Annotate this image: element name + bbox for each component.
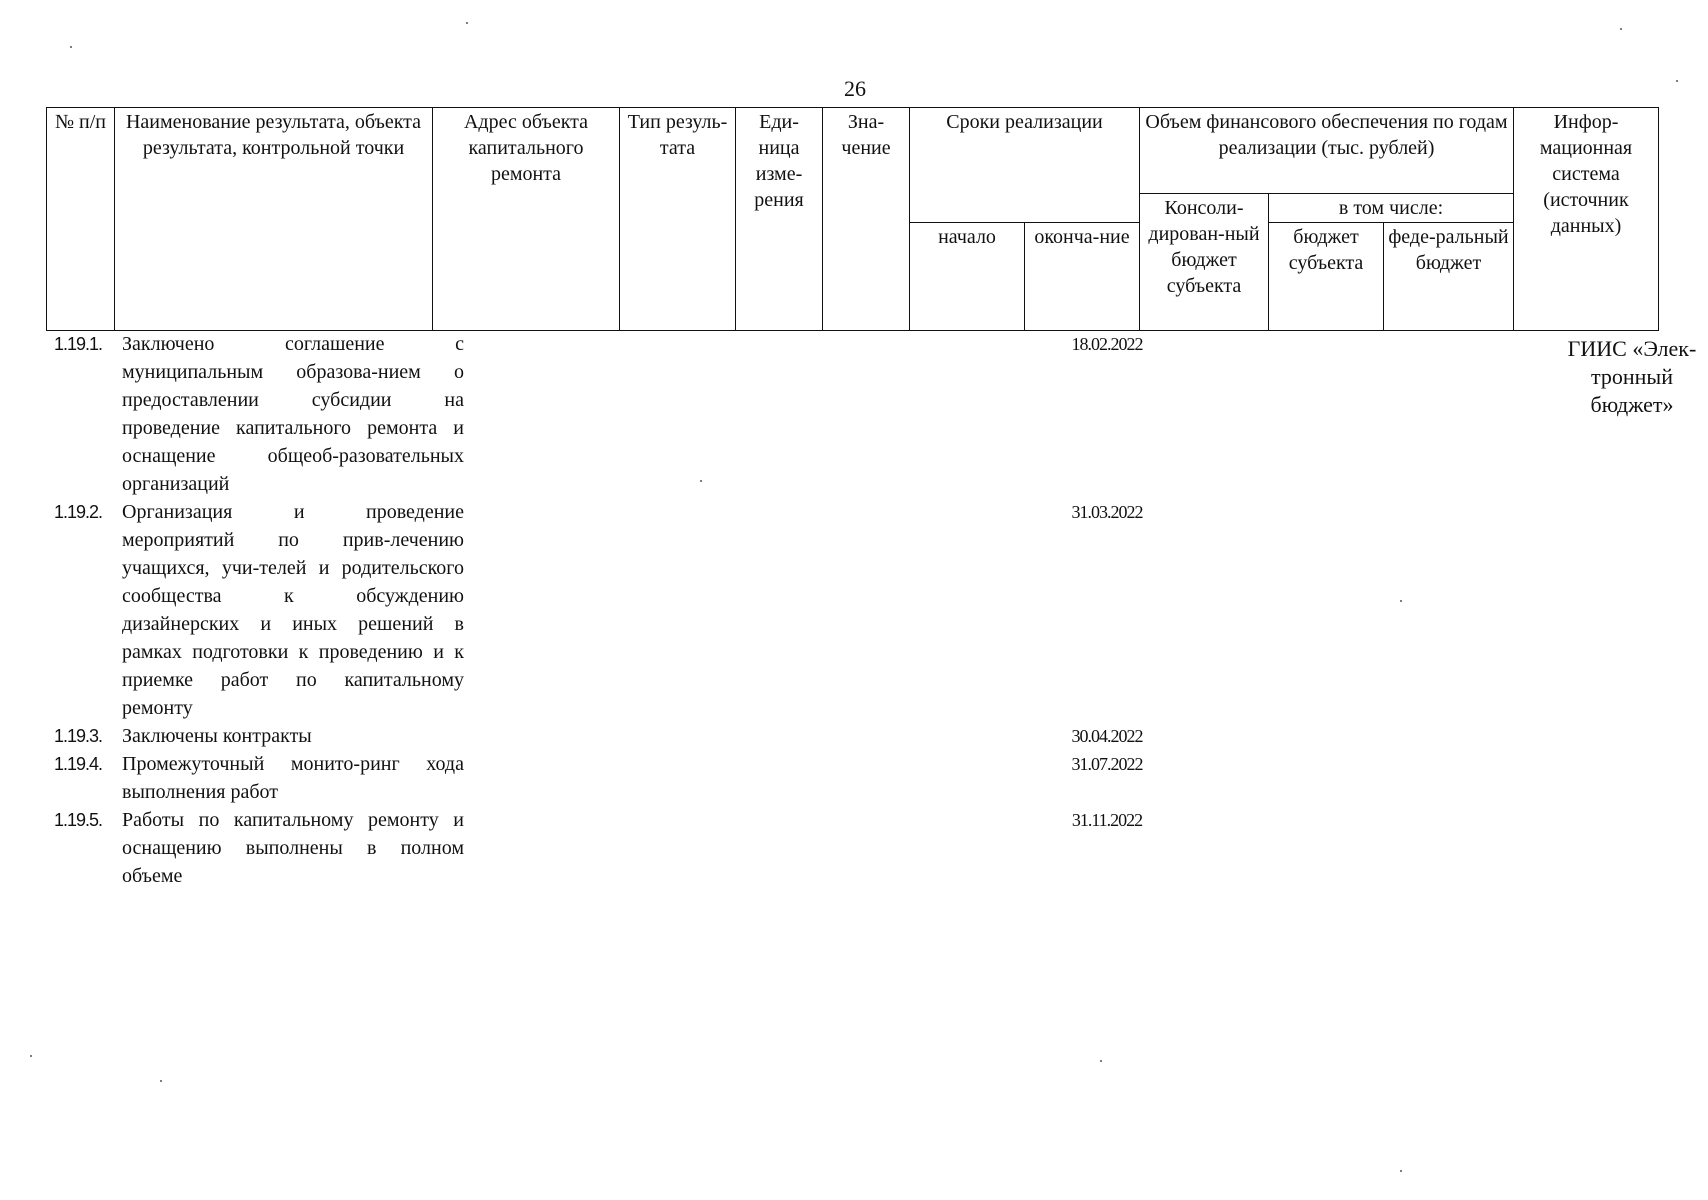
- row-name: Заключены контракты: [122, 725, 312, 747]
- header-consolidated: Консоли-дирован-ный бюджет субъекта: [1140, 194, 1269, 331]
- scan-speck: [1400, 1170, 1402, 1172]
- scan-speck: [466, 22, 468, 24]
- header-info-system: Инфор-мационная система (источник данных): [1514, 108, 1659, 331]
- scan-speck: [70, 46, 72, 48]
- header-finance: Объем финансового обеспечения по годам реализации (тыс. рублей): [1140, 108, 1514, 194]
- table-row: [46, 498, 1658, 722]
- header-type: Тип резуль-тата: [620, 108, 736, 331]
- header-unit: Еди-ница изме-рения: [736, 108, 823, 331]
- row-end-date: 30.04.2022: [1071, 726, 1143, 746]
- row-end-date: 18.02.2022: [1071, 334, 1143, 354]
- header-value: Зна-чение: [823, 108, 910, 331]
- page-number: 26: [844, 76, 866, 101]
- table-row: [46, 750, 1658, 806]
- table-body: [46, 330, 1697, 890]
- scan-speck: [160, 1080, 162, 1082]
- row-name: Заключено соглашение с муниципальным образова-нием о предоставлении субсидии на проведение капитального ремонта и оснащение общеоб-разовательных организаций: [122, 333, 464, 495]
- scan-speck: [1400, 600, 1402, 602]
- row-number: 1.19.5.: [54, 810, 103, 830]
- row-name: Работы по капитальному ремонту и оснащению выполнены в полном объеме: [122, 809, 464, 887]
- header-end: оконча-ние: [1025, 223, 1140, 331]
- row-end-date: 31.03.2022: [1071, 502, 1143, 522]
- header-num: № п/п: [47, 108, 115, 331]
- table-header: [46, 107, 1659, 331]
- row-name: Промежуточный монито-ринг хода выполнения работ: [122, 753, 464, 803]
- row-end-date: 31.07.2022: [1071, 754, 1143, 774]
- table-row: [46, 806, 1658, 890]
- scan-speck: [1100, 1060, 1102, 1062]
- table-row: [46, 722, 1658, 750]
- header-including: в том числе:: [1269, 194, 1514, 223]
- header-name: Наименование результата, объекта результата, контрольной точки: [115, 108, 433, 331]
- row-name: Организация и проведение мероприятий по прив-лечению учащихся, учи-телей и родительского сообщества к обсуждению дизайнерских и иных решений в рамках подготовки к проведению и к приемке работ по капитальному ремонту: [122, 501, 464, 719]
- row-number: 1.19.3.: [54, 726, 103, 746]
- table-row: [46, 330, 1658, 498]
- scan-speck: [1620, 28, 1622, 30]
- header-terms: Сроки реализации: [910, 108, 1140, 223]
- scan-speck: [1676, 80, 1678, 82]
- header-subject-budget: бюджет субъекта: [1269, 223, 1384, 331]
- row-number: 1.19.1.: [54, 334, 103, 354]
- header-federal-budget: феде-ральный бюджет: [1384, 223, 1514, 331]
- header-start: начало: [910, 223, 1025, 331]
- info-system-cell: ГИИС «Элек-тронный бюджет»: [1567, 336, 1697, 417]
- row-number: 1.19.2.: [54, 502, 103, 522]
- header-address: Адрес объекта капитального ремонта: [433, 108, 620, 331]
- row-number: 1.19.4.: [54, 754, 103, 774]
- scan-speck: [30, 1055, 32, 1057]
- row-end-date: 31.11.2022: [1071, 810, 1143, 830]
- scan-speck: [700, 480, 702, 482]
